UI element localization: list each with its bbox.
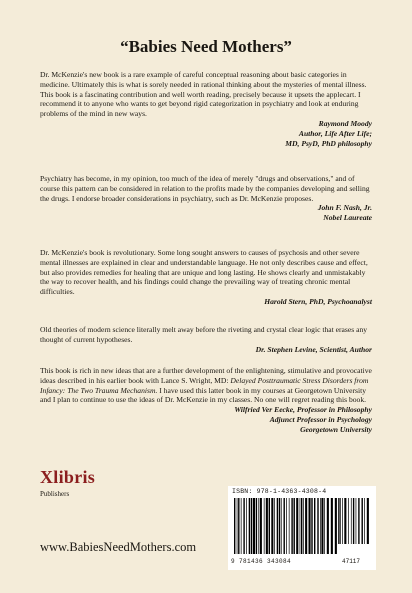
endorsement-text: Dr. McKenzie's new book is a rare example of careful conceptual reasoning about basic categories in medicine. Ultimately this is what is sorely needed in rational thinking about the mysteries of mental illness. This book is a fascinating contribution and well worth reading, precisely because it upsets the applecart. I recommend it to anyone who wants to get beyond rigid categorization in psychiatry and look at enduring problems of the mind in new ways.: [40, 70, 367, 119]
attribution-line: Author, Life After Life;: [298, 128, 372, 138]
publisher-label: Publishers: [40, 490, 70, 498]
endorsement-attribution: [40, 345, 372, 355]
attribution-line: Nobel Laureate: [323, 213, 372, 223]
barcode-icon: [234, 498, 370, 556]
isbn-digits: 9 781436 343084: [231, 558, 292, 565]
endorsement-attribution: [40, 405, 372, 434]
endorsement-4: [40, 325, 372, 354]
book-title-italic: Delayed Posttraumatic Stress Disorders from Infancy: The Two Trauma Mechanism.: [40, 375, 369, 395]
attribution-line: Wilfried Ver Eecke, Professor in Philosophy: [234, 405, 372, 415]
publisher-logo: Xlibris: [40, 467, 96, 487]
endorsement-5: [40, 366, 372, 435]
endorsement-text: [40, 366, 372, 405]
endorsement-attribution: [40, 203, 372, 223]
text-segment: This book is rich in new ideas that are a further development of the enlightening, stimulative and provocative ideas described in his earlier book with Lance S. Wright, MD:: [40, 366, 372, 385]
attribution-line: Harold Stern, PhD, Psychoanalyst: [264, 296, 372, 306]
text-segment: I have used this latter book in my courses at Georgetown University and I plan to continue to use the ideas of Dr. McKenzie in my classes. No one will regret reading this book.: [40, 385, 367, 405]
endorsement-attribution: [40, 119, 372, 148]
attribution-line: Dr. Stephen Levine, Scientist, Author: [255, 344, 372, 354]
attribution-line: Georgetown University: [300, 424, 372, 434]
endorsement-3: [40, 248, 372, 307]
publisher-block: [40, 467, 95, 498]
endorsement-attribution: [40, 297, 372, 307]
endorsement-2: [40, 174, 372, 223]
page-title: “Babies Need Mothers”: [120, 37, 292, 56]
endorsement-text: Psychiatry has become, in my opinion, too much of the idea of merely "drugs and observations," and of course this pattern can be considered in relation to the profits made by the companies developing and selling the drugs. I endorse broader considerations in psychiatry, such as Dr. McKenzie proposes.: [40, 174, 370, 203]
endorsement-text: Old theories of modern science literally melt away before the riveting and crystal clear logic that erases any thought of current hypotheses.: [40, 325, 368, 344]
endorsement-text: Dr. McKenzie's book is revolutionary. Some long sought answers to causes of psychosis and other severe mental illnesses are explained in clear and understandable language. He not only describes cause and effect, but also provides remedies for healing that are unique and long lasting. He shows clearly and unmistakably the way to recover health, and his findings could change the prevailing way of treating chronic mental difficulties.: [40, 248, 368, 297]
attribution-line: John F. Nash, Jr.: [317, 203, 372, 213]
barcode-panel: [228, 486, 376, 570]
website-url: www.BabiesNeedMothers.com: [40, 540, 197, 554]
isbn-text: ISBN: 978-1-4363-4308-4: [232, 488, 327, 495]
attribution-line: Adjunct Professor in Psychology: [269, 414, 372, 424]
attribution-line: Raymond Moody: [318, 118, 372, 128]
attribution-line: MD, PsyD, PhD philosophy: [285, 138, 372, 148]
price-code: 47117: [342, 558, 361, 565]
endorsement-1: [40, 70, 372, 148]
